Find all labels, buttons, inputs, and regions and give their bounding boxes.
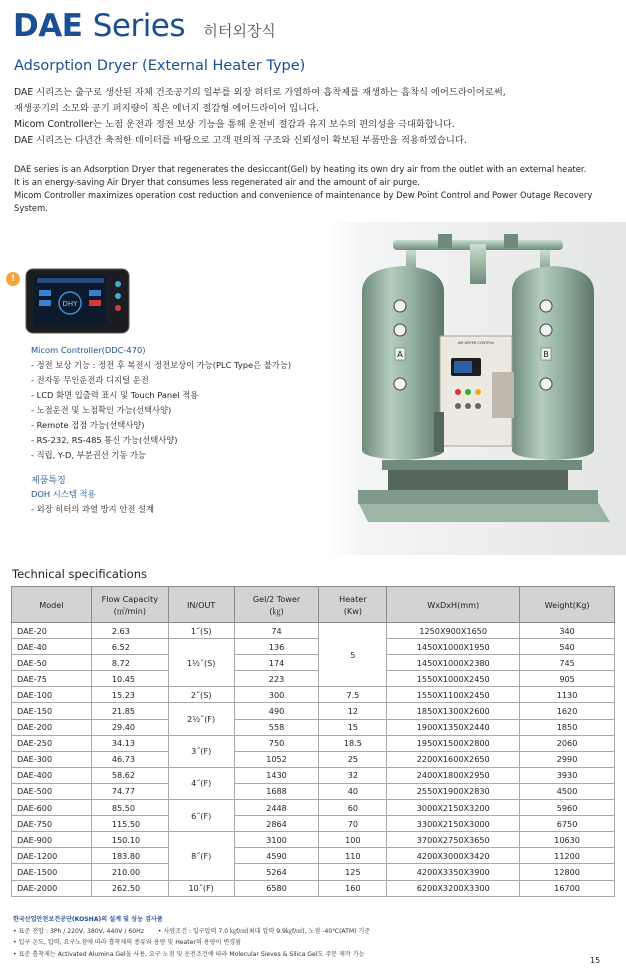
list-item: - Remote 접점 가능(선택사양) xyxy=(31,420,145,430)
inout-cell: 1˝(S) xyxy=(168,623,234,639)
specs-table xyxy=(11,586,615,897)
tower-a-label: A xyxy=(397,350,403,359)
english-intro-line: DAE series is an Adsorption Dryer that regenerates the desiccant(Gel) by heating its own dry air from the outlet with an external heater. xyxy=(14,164,587,174)
air-dryer-image xyxy=(348,232,618,528)
english-intro-line: It is an energy-saving Air Dryer that consumes less regenerated air and the amount of air purge. xyxy=(14,177,420,187)
table-row: DAE-150 21.85 2½˝(F) 490 12 1850X1300X2600 1620 xyxy=(12,703,615,719)
notes-title: 한국산업안전보건공단(KOSHA)의 설계 및 성능 검사품 xyxy=(13,916,163,923)
controller-title: Micom Controller(DDC-470) xyxy=(31,345,146,355)
product-feature-heading: 제품특징 xyxy=(31,476,66,486)
product-subtitle: Adsorption Dryer (External Heater Type) xyxy=(14,58,306,74)
inout-cell: 10˝(F) xyxy=(168,880,234,896)
korean-intro-line: Micom Controller는 노점 운전과 정전 보상 기능을 통해 운전비 절감과 유지 보수의 편의성을 극대화합니다. xyxy=(14,119,455,130)
doh-system-item: - 외장 히터의 과열 방지 안전 설계 xyxy=(31,504,155,514)
list-item: - 정전 보상 기능 : 정전 후 복전시 정전보상이 가능(PLC Type은 불가능) xyxy=(31,360,292,370)
list-item: - 직립, Y-D, 부분권선 기동 가능 xyxy=(31,450,147,460)
col-gel: Gel/2 Tower (㎏) xyxy=(234,587,319,623)
col-heater: Heater (Kw) xyxy=(319,587,387,623)
info-badge-icon: ! xyxy=(6,272,20,286)
table-row: DAE-750 115.50 2864 70 3300X2150X3000 6750 xyxy=(12,816,615,832)
korean-intro xyxy=(14,85,614,149)
table-row: DAE-600 85.50 6˝(F) 2448 60 3000X2150X3200 5960 xyxy=(12,800,615,816)
page-title xyxy=(13,8,276,44)
inout-cell: 6˝(F) xyxy=(168,800,234,832)
inout-cell: 3˝(F) xyxy=(168,735,234,767)
inout-cell: 2½˝(F) xyxy=(168,703,234,735)
note-line: • 표준 흡착제는 Activated Alumina Gel을 사용, 요구 노점 및 운전조건에 따라 Molecular Sieves & Silica Gel도 주문 제작 가능 xyxy=(13,950,365,958)
inout-cell: 8˝(F) xyxy=(168,832,234,880)
inout-cell: 1½˝(S) xyxy=(168,639,234,687)
table-row: DAE-1200 183.80 4590 110 4200X3000X3420 11200 xyxy=(12,848,615,864)
series-code: DAE xyxy=(13,8,83,44)
list-item: - RS-232, RS-485 통신 가능(선택사양) xyxy=(31,435,178,445)
table-row: DAE-200 29.40 558 15 1900X1350X2440 1850 xyxy=(12,719,615,735)
inout-cell: 2˝(S) xyxy=(168,687,234,703)
series-word: Series xyxy=(92,8,186,44)
list-item: - 노점운전 및 노점확인 가능(선택사양) xyxy=(31,405,172,415)
specs-title: Technical specifications xyxy=(12,567,147,581)
list-item: - 전자동 무인운전과 디지털 운전 xyxy=(31,375,149,385)
korean-intro-line: 재생공기의 소모와 공기 퍼지량이 적은 에너지 절감형 에어드라이어 입니다. xyxy=(14,103,320,114)
table-row: DAE-1500 210.00 5264 125 4200X3350X3900 12800 xyxy=(12,864,615,880)
col-inout: IN/OUT xyxy=(168,587,234,623)
table-row: DAE-900 150.10 8˝(F) 3100 100 3700X2750X3650 10630 xyxy=(12,832,615,848)
table-row: DAE-2000 262.50 10˝(F) 6580 160 6200X3200X3300 16700 xyxy=(12,880,615,896)
korean-title: 히터외장식 xyxy=(203,22,276,40)
controller-screen-text: DHY xyxy=(62,300,78,308)
note-line: • 입구 온도, 압력, 요구노점에 따라 흡착제의 종류와 용량 및 Heater의 용량이 변경됨 xyxy=(13,939,242,946)
footnotes xyxy=(13,914,370,960)
table-row: DAE-400 58.62 4˝(F) 1430 32 2400X1800X2950 3930 xyxy=(12,767,615,783)
table-row: DAE-500 74.77 1688 40 2550X1900X2830 4500 xyxy=(12,783,615,799)
table-row: DAE-100 15.23 2˝(S) 300 7.5 1550X1100X2450 1130 xyxy=(12,687,615,703)
tower-b-label: B xyxy=(543,350,549,359)
col-weight: Weight(Kg) xyxy=(520,587,615,623)
page-number: 15 xyxy=(590,956,601,965)
heater-cell: 5 xyxy=(319,623,387,687)
table-row: DAE-20 2.63 1˝(S) 74 5 1250X900X1650 340 xyxy=(12,623,615,639)
inout-cell: 4˝(F) xyxy=(168,767,234,799)
table-row: DAE-50 8.72 174 1450X1000X2380 745 xyxy=(12,655,615,671)
english-intro xyxy=(14,163,614,215)
controller-feature-list xyxy=(31,358,291,463)
doh-system-title: DOH 시스템 적용 xyxy=(31,489,96,499)
korean-intro-line: DAE 시리즈는 출구로 생산된 자체 건조공기의 일부를 외장 히터로 가열하여 흡착제를 재생하는 흡착식 에어드라이어로써, xyxy=(14,87,506,98)
table-row: DAE-75 10.45 223 1550X1000X2450 905 xyxy=(12,671,615,687)
col-dimensions: WxDxH(mm) xyxy=(387,587,520,623)
col-model: Model xyxy=(12,587,92,623)
list-item: - LCD 화면 입출력 표시 및 Touch Panel 적용 xyxy=(31,390,199,400)
table-row: DAE-250 34.13 3˝(F) 750 18.5 1950X1500X2800 2060 xyxy=(12,735,615,751)
col-flow: Flow Capacity (㎥/min) xyxy=(91,587,168,623)
english-intro-line: Micom Controller maximizes operation cost reduction and convenience of maintenance by Dew Point Control and Power Outage Recovery System. xyxy=(14,190,593,213)
table-row: DAE-40 6.52 1½˝(S) 136 1450X1000X1950 540 xyxy=(12,639,615,655)
table-header-row xyxy=(12,587,615,623)
note-line: • 표준 전압 : 3Ph / 220V, 380V, 440V / 60Hz • 사양조건 : 입구압력 7.0 ㎏f/㎠(최대 압력 9.9㎏f/㎠), 노점 -40℃(ATM) 기준 xyxy=(13,927,371,935)
micom-controller-image xyxy=(25,268,130,334)
korean-intro-line: DAE 시리즈는 다년간 축적한 데이터를 바탕으로 고객 편의적 구조와 신뢰성이 확보된 부품만을 적용하였습니다. xyxy=(14,135,467,146)
table-row: DAE-300 46.73 1052 25 2200X1600X2650 2990 xyxy=(12,751,615,767)
panel-label: AIR DRYER CONTROL xyxy=(457,341,495,345)
